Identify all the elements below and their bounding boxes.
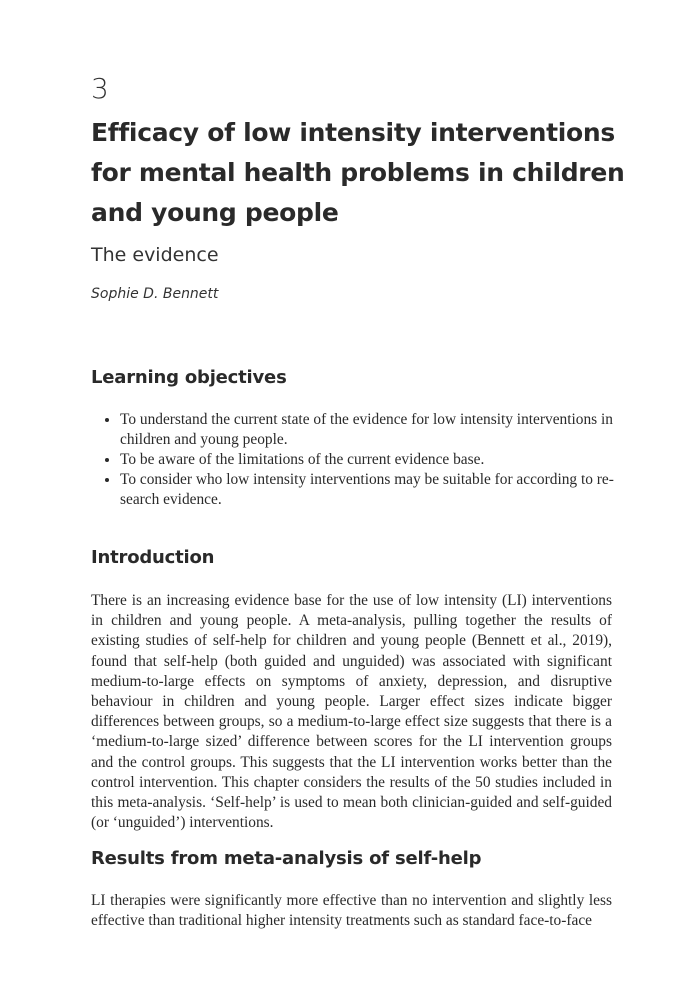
chapter-subtitle: The evidence — [91, 244, 219, 266]
chapter-title: Efficacy of low intensity interventions for mental health problems in children and young people — [91, 118, 625, 227]
objective-item: • To be aware of the limitations of the current evidence base. — [120, 450, 630, 470]
learning-objectives-heading: Learning objectives — [91, 367, 287, 388]
introduction-heading: Introduction — [91, 547, 215, 568]
chapter-author: Sophie D. Bennett — [91, 286, 219, 302]
chapter-number: 3 — [91, 72, 109, 105]
introduction-paragraph: There is an increasing evidence base for the use of low intensity (LI) interventions in children and young people. A meta-analysis, pulling together the results of existing studies of self-help for children and young people (Bennett et al., 2019), found that self-help (both guided and unguided) was associated with significant medium-to-large effects on symptoms of anxiety, depression, and disruptive behaviour in children and young people. Larger effect sizes indicate bigger differences between groups, so a medium-to-large effect size suggests that there is a ‘medium-to-large sized’ difference between scores for the LI intervention groups and the control groups. This suggests that the LI intervention works better than the control intervention. This chapter considers the results of the 50 studies included in this meta-analysis. ‘Self-help’ is used to mean both clinician-guided and self-guided (or ‘unguided’) interventions. — [91, 592, 612, 832]
objective-item: • To understand the current state of the evidence for low intensity interventions in children and young people. — [120, 410, 630, 450]
learning-objectives-list — [104, 410, 630, 510]
results-paragraph: LI therapies were significantly more effective than no intervention and slightly less effective than traditional higher intensity treatments such as standard face-to-face — [91, 892, 612, 930]
results-heading: Results from meta-analysis of self-help — [91, 848, 482, 869]
objective-item: • To consider who low intensity interventions may be suitable for according to research evidence. — [120, 470, 630, 510]
